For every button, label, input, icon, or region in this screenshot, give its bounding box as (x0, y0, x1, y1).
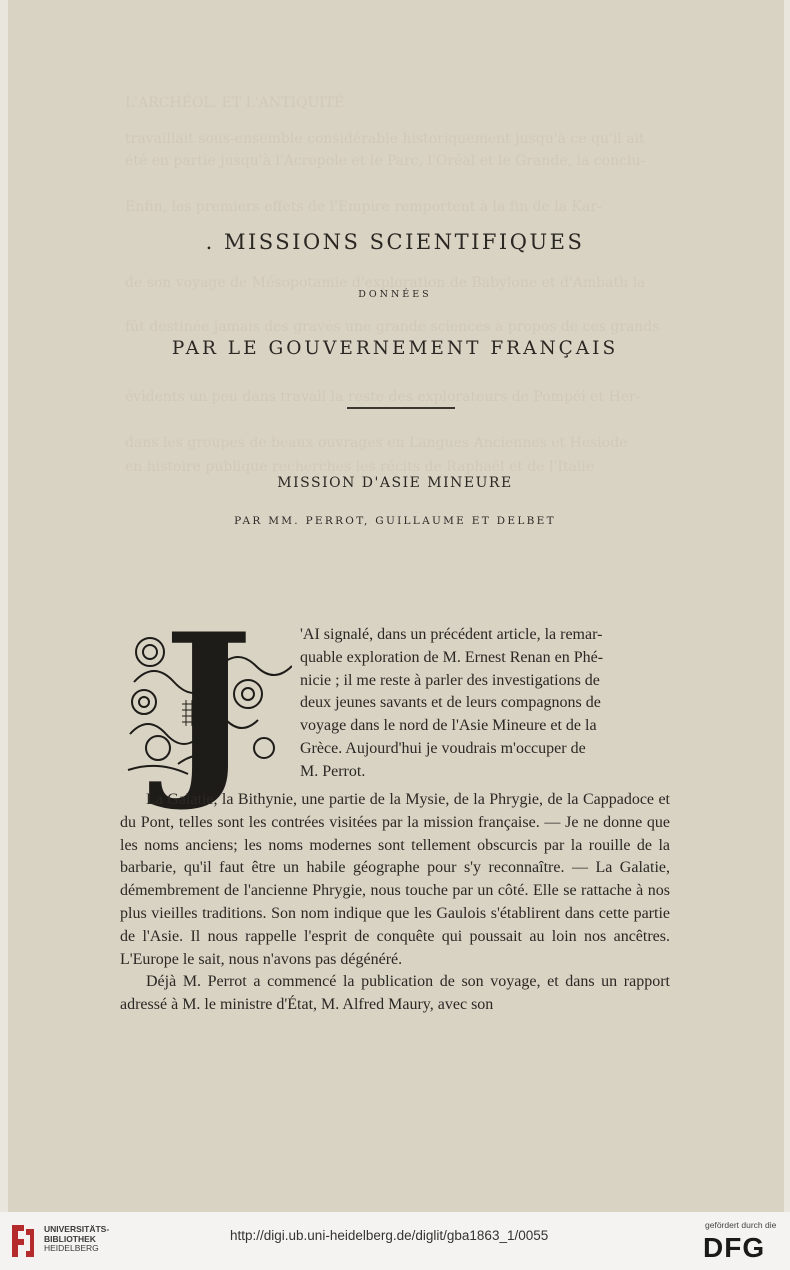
ornate-initial-j-icon (124, 592, 292, 815)
paragraph-line: Grèce. Aujourd'hui je voudrais m'occuper de (300, 739, 586, 757)
dfg-logo[interactable]: DFG (703, 1232, 766, 1263)
bleed-through-text: dans les groupes de beaux ouvrages en Langues Anciennes et Hesiode (125, 435, 628, 451)
body-text (120, 789, 670, 1017)
bleed-through-text: L'ARCHÉOL. ET L'ANTIQUITÉ (125, 95, 345, 111)
divider (347, 407, 455, 409)
dropcap-letter: J (163, 592, 253, 815)
page-subtitle: PAR LE GOUVERNEMENT FRANÇAIS (171, 338, 619, 359)
bleed-through-text: de son voyage de Mésopotamie d'exploration de Babylone et d'Ambath la (125, 275, 646, 291)
library-name-line: BIBLIOTHEK (44, 1233, 96, 1244)
bleed-through-text: Enfin, les premiers effets de l'Empire remportent à la fin de la Kar- (125, 199, 602, 215)
paragraph-line: deux jeunes savants et de leurs compagnons de (300, 694, 601, 712)
university-logo-icon[interactable] (8, 1221, 38, 1261)
paragraph: La Galatie, la Bithynie, une partie de la Mysie, de la Phrygie, de la Cappadoce et du Pont, telles sont les contrées visitées par la mission française. — Je ne donne que les noms anciens; les noms modernes sont tellement obscurcis par la rouille de la barbarie, qu'il faut être un habile géographe pour s'y reconnaître. — La Galatie, démembrement de l'ancienne Phrygie, nous touche par un côté. Elle se rattache à nos plus vieilles traditions. Son nom indique que les Gaulois s'établirent dans cette partie de l'Asie. Il nous rappelle l'esprit de conquête qui poussait au loin nos ancêtres. L'Europe le sait, nous n'avons pas dégénéré. (120, 791, 670, 968)
bleed-through-text: fût destinée jamais des gravés une grande sciences à propos de ces grands (125, 319, 660, 335)
library-name-line: UNIVERSITÄTS- (44, 1224, 110, 1234)
library-name[interactable] (44, 1225, 109, 1254)
paragraph: Déjà M. Perrot a commencé la publication de son voyage, et dans un rapport adressé à M. le ministre d'État, M. Alfred Maury, avec son (120, 973, 670, 1014)
page-title: . MISSIONS SCIENTIFIQUES (205, 230, 585, 254)
bleed-through-text: été en partie jusqu'à l'Acropole et le Parc, l'Oréal et le Grande, la conclu- (125, 153, 646, 169)
paragraph-line: M. Perrot. (300, 762, 366, 780)
bleed-through-text: en histoire publique recherches les récits de Raphaël et de l'Italie (125, 459, 595, 475)
article-title: MISSION D'ASIE MINEURE (277, 475, 513, 491)
permalink-url[interactable]: http://digi.ub.uni-heidelberg.de/diglit/gba1863_1/0055 (230, 1228, 549, 1243)
paragraph-line: nicie ; il me reste à parler des investigations de (300, 671, 600, 689)
paragraph-line: quable exploration de M. Ernest Renan en Phé- (300, 648, 604, 666)
sponsor-caption: gefördert durch die (705, 1220, 777, 1230)
paragraph-line: 'AI signalé, dans un précédent article, la remar- (300, 626, 603, 643)
first-paragraph (300, 624, 670, 784)
paragraph-line: voyage dans le nord de l'Asie Mineure et de la (300, 717, 597, 735)
article-authors: PAR MM. PERROT, GUILLAUME ET DELBET (234, 515, 556, 527)
library-name-line: HEIDELBERG (44, 1243, 99, 1253)
bleed-through-text: travaillait sous-ensemble considérable historiquement jusqu'à ce qu'il ait (125, 131, 645, 147)
bleed-through-text: évidents un peu dans travail la reste des explorateurs de Pompéi et Her- (125, 389, 641, 405)
section-subheading: DONNÉES (358, 289, 432, 300)
